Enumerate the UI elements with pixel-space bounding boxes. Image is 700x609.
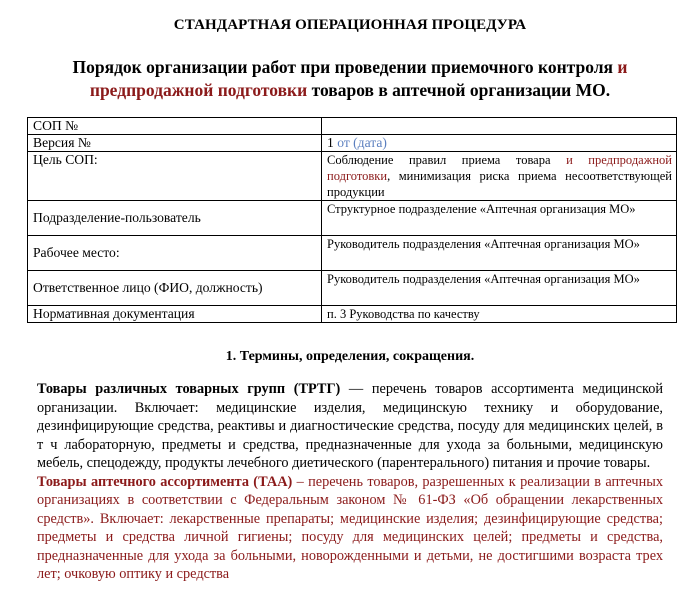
term-paragraph-trtg bbox=[37, 380, 663, 473]
row-label-version: Версия № bbox=[28, 135, 322, 152]
row-value-regulations: п. 3 Руководства по качеству bbox=[322, 306, 677, 323]
row-label-department: Подразделение-пользователь bbox=[28, 201, 322, 236]
section-heading-terms: 1. Термины, определения, сокращения. bbox=[225, 349, 475, 364]
table-row bbox=[28, 118, 677, 135]
table-row bbox=[28, 201, 677, 236]
terms-body bbox=[37, 380, 663, 584]
subtitle-part-1: Порядок организации работ при проведении приемочного контроля bbox=[72, 57, 618, 77]
sop-info-table bbox=[27, 117, 677, 323]
goal-text-tail: , минимизация риска приема несоответствующей продукции bbox=[327, 169, 672, 199]
version-number: 1 bbox=[327, 135, 338, 150]
row-value-sop-number bbox=[322, 118, 677, 135]
row-label-sop-number: СОП № bbox=[28, 118, 322, 135]
row-label-responsible: Ответственное лицо (ФИО, должность) bbox=[28, 271, 322, 306]
term-paragraph-taa bbox=[37, 473, 663, 584]
subtitle-part-2-highlight: и предпродажной подготовки bbox=[89, 57, 628, 100]
version-date-placeholder: от (дата) bbox=[337, 135, 387, 150]
goal-text-main: Соблюдение правил приема товара bbox=[327, 153, 567, 167]
row-value-goal bbox=[322, 152, 677, 201]
goal-text-highlight: и предпродажной подготовки bbox=[327, 153, 672, 183]
row-value-version bbox=[322, 135, 677, 152]
term-text-trtg: — перечень товаров ассортимента медицинской организации. Включает: медицинские изделия, медицинскую технику и оборудование, дезинфицирующие средства, реактивы и диагностические средства, посуду для медицинских целей, в т ч лабораторную, предметы и средства, предназначенные для ухода за больными, медицинскую мебель, спецодежду, продукты лечебного диетического (парентерального) питания и прочие товары. bbox=[37, 381, 663, 471]
row-value-department: Структурное подразделение «Аптечная организация МО» bbox=[322, 201, 677, 236]
row-label-workplace: Рабочее место: bbox=[28, 236, 322, 271]
table-row bbox=[28, 271, 677, 306]
document-subtitle bbox=[30, 56, 670, 102]
row-label-goal: Цель СОП: bbox=[28, 152, 322, 201]
document-title: СТАНДАРТНАЯ ОПЕРАЦИОННАЯ ПРОЦЕДУРА bbox=[173, 17, 527, 33]
table-row bbox=[28, 135, 677, 152]
term-text-taa: – перечень товаров, разрешенных к реализации в аптечных организациях в соответствии с Федеральным законом № 61-ФЗ «Об обращении лекарственных средств». Включает: лекарственные препараты; медицинские изделия; дезинфицирующие средства; предметы и средства личной гигиены; посуду для медицинских целей; предметы и средства, предназначенные для ухода за больными, новорожденными и детьми, не достигшими возраста трех лет; очковую оптику и средства bbox=[37, 473, 664, 582]
table-row bbox=[28, 236, 677, 271]
row-label-regulations: Нормативная документация bbox=[28, 306, 322, 323]
table-row bbox=[28, 152, 677, 201]
table-row bbox=[28, 306, 677, 323]
row-value-responsible: Руководитель подразделения «Аптечная организация МО» bbox=[322, 271, 677, 306]
term-title-trtg: Товары различных товарных групп (ТРТГ) bbox=[37, 381, 341, 397]
subtitle-part-3: товаров в аптечной организации МО. bbox=[307, 80, 611, 100]
term-title-taa: Товары аптечного ассортимента (ТАА) bbox=[37, 473, 293, 490]
row-value-workplace: Руководитель подразделения «Аптечная организация МО» bbox=[322, 236, 677, 271]
